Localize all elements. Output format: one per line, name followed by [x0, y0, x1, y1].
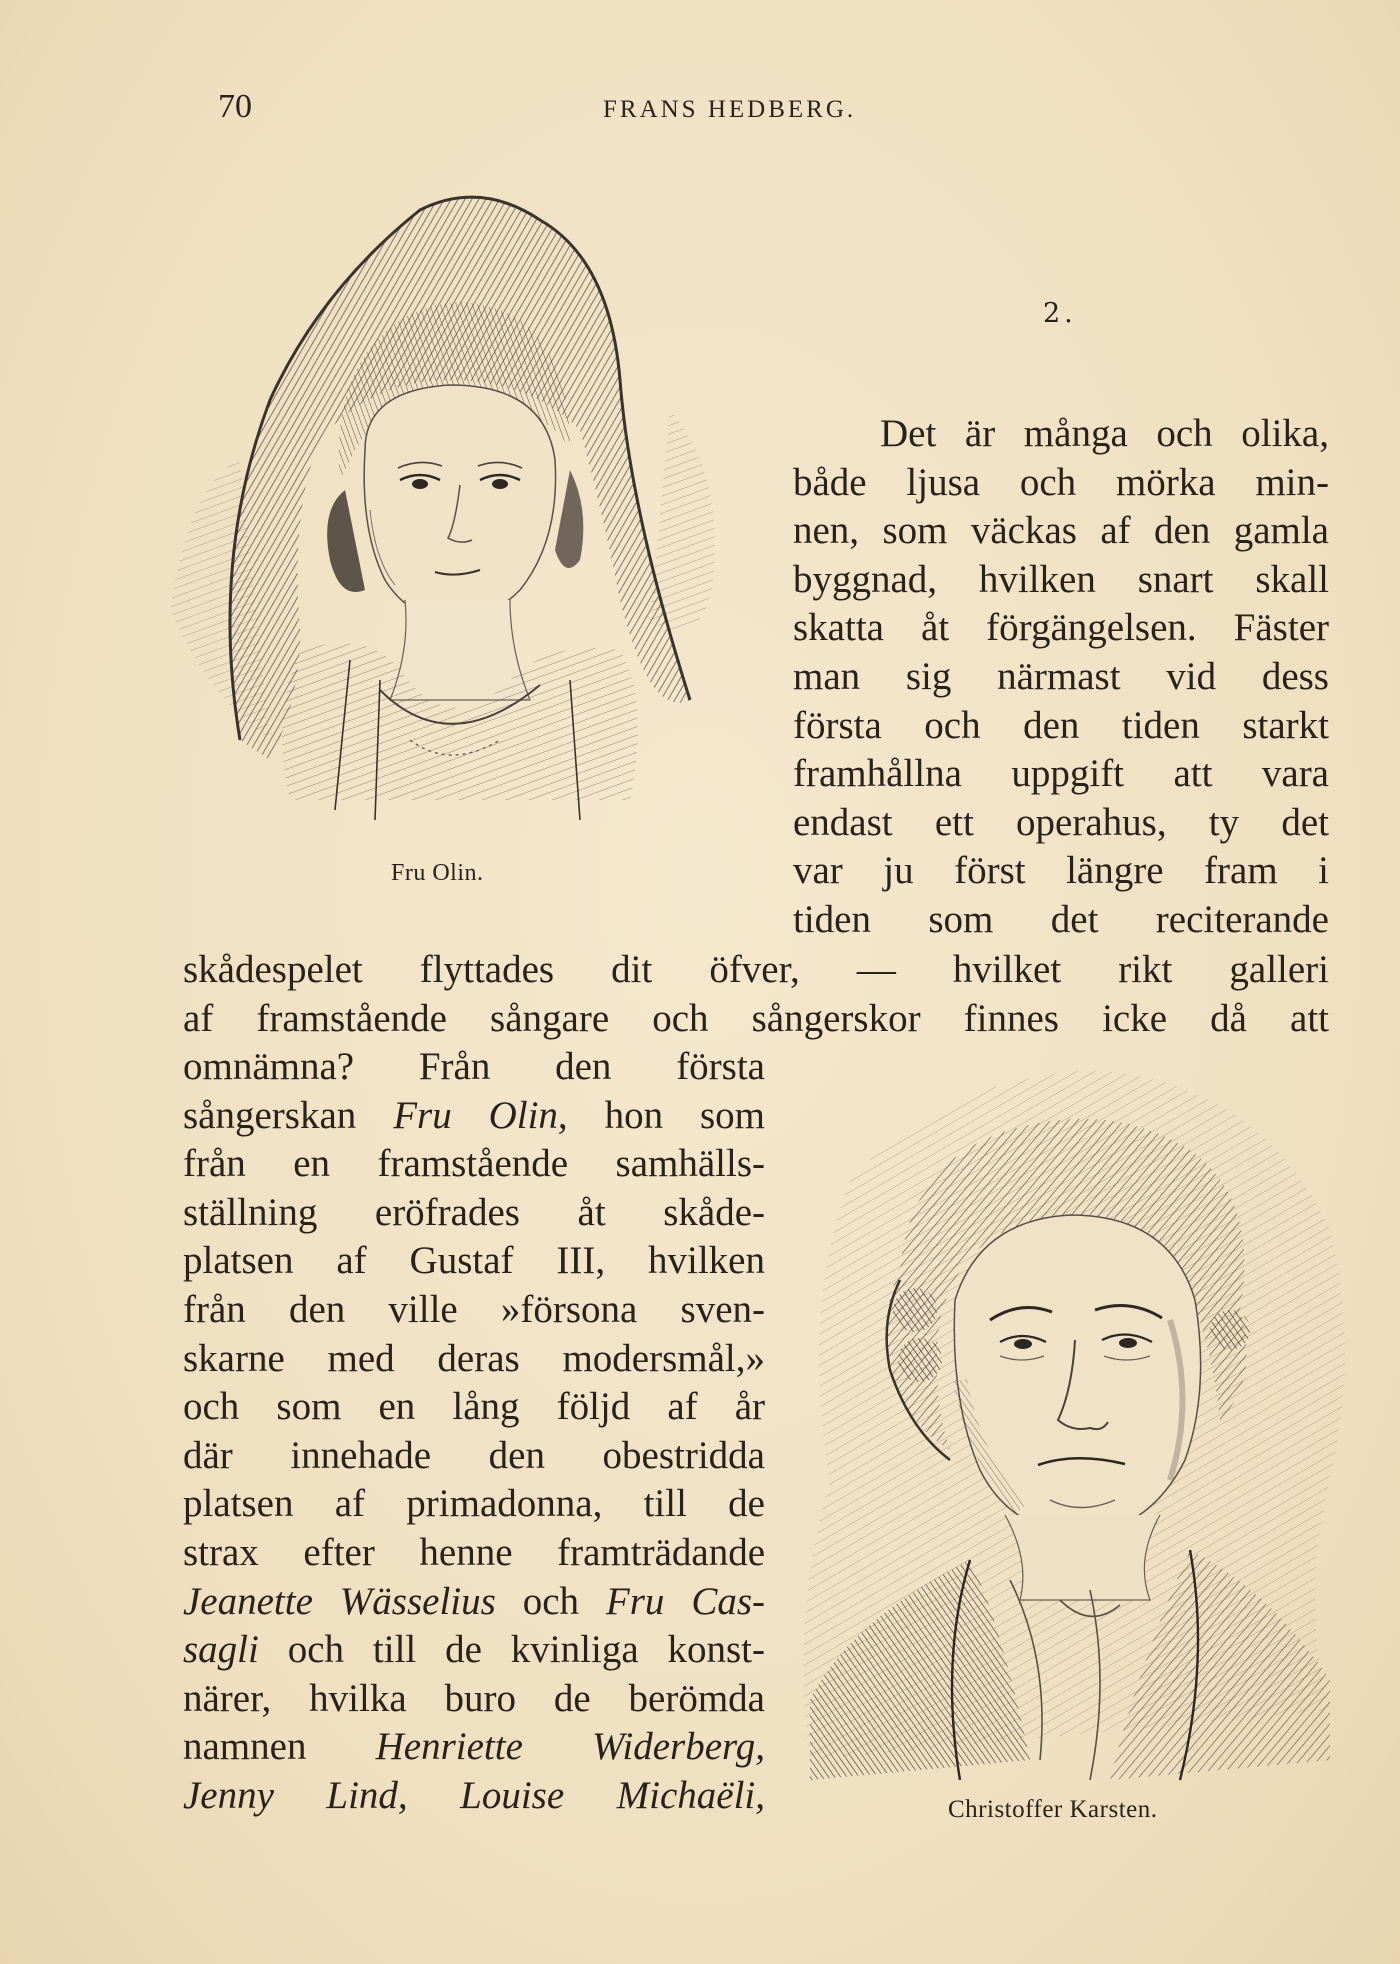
- text-line: närer, hvilka buro de berömda: [183, 1676, 765, 1720]
- name-fru-cassagli: Fru Cas-: [605, 1579, 765, 1623]
- text-line: nen, som väckas af den gamla: [793, 509, 1329, 553]
- running-head: FRANS HEDBERG.: [603, 96, 857, 123]
- text-line: tiden som det reciterande: [793, 897, 1329, 941]
- text-line: skådespelet flyttades dit öfver, — hvilket rikt galleri: [183, 948, 1329, 991]
- text-line: både ljusa och mörka min-: [793, 460, 1329, 504]
- caption-fru-olin: Fru Olin.: [391, 860, 484, 886]
- name-henriette-widerberg: Henriette Widerberg,: [375, 1725, 765, 1769]
- text-line: Jeanette Wässelius och Fru Cas-: [183, 1579, 765, 1623]
- caption-christoffer-karsten: Christoffer Karsten.: [948, 1796, 1158, 1823]
- text-line: var ju först längre fram i: [793, 849, 1329, 893]
- portrait-fru-olin: [150, 180, 740, 830]
- text-line: skatta åt förgängelsen. Fäster: [793, 606, 1329, 650]
- text-line: platsen af primadonna, till de: [183, 1482, 765, 1526]
- text-line: Jenny Lind, Louise Michaëli,: [183, 1773, 765, 1817]
- portrait-christoffer-karsten: [790, 1060, 1360, 1800]
- right-column-text: [793, 410, 1329, 945]
- text-line: där innehade den obestridda: [183, 1433, 765, 1477]
- text-line: strax efter henne framträdande: [183, 1530, 765, 1574]
- text-line: första och den tiden starkt: [793, 703, 1329, 747]
- text-line: Det är många och olika,: [880, 412, 1329, 455]
- page-header: [0, 88, 1400, 128]
- name-jeanette-wasselius: Jeanette Wässelius: [183, 1579, 496, 1623]
- left-column-text: [183, 1043, 765, 1821]
- text-line: omnämna? Från den första: [183, 1045, 765, 1088]
- text-line: sångerskan Fru Olin, hon som: [183, 1093, 766, 1137]
- text-line: namnen Henriette Widerberg,: [183, 1725, 765, 1769]
- engraving-christoffer-karsten: [790, 1060, 1360, 1800]
- section-number: 2.: [1043, 298, 1077, 329]
- page-number: 70: [218, 88, 252, 125]
- text-line: af framstående sångare och sångerskor finnes icke då att: [183, 996, 1329, 1040]
- text-line: platsen af Gustaf III, hvilken: [183, 1239, 765, 1283]
- full-width-text: [183, 946, 1329, 1043]
- text-line: ställning eröfrades åt skåde-: [183, 1190, 765, 1234]
- text-line: från en framstående samhälls-: [183, 1142, 765, 1186]
- text-line: framhållna uppgift att vara: [793, 752, 1329, 796]
- text-line: byggnad, hvilken snart skall: [793, 557, 1329, 601]
- name-fru-olin: Fru Olin,: [393, 1093, 568, 1137]
- text-line: skarne med deras modersmål,»: [183, 1336, 765, 1380]
- text-line: man sig närmast vid dess: [793, 654, 1329, 698]
- text-line: och som en lång följd af år: [183, 1385, 765, 1429]
- text-line: endast ett operahus, ty det: [793, 800, 1329, 844]
- engraving-fru-olin: [150, 180, 740, 830]
- text-line: sagli och till de kvinliga konst-: [183, 1628, 765, 1672]
- text-line: från den ville »försona sven-: [183, 1287, 765, 1331]
